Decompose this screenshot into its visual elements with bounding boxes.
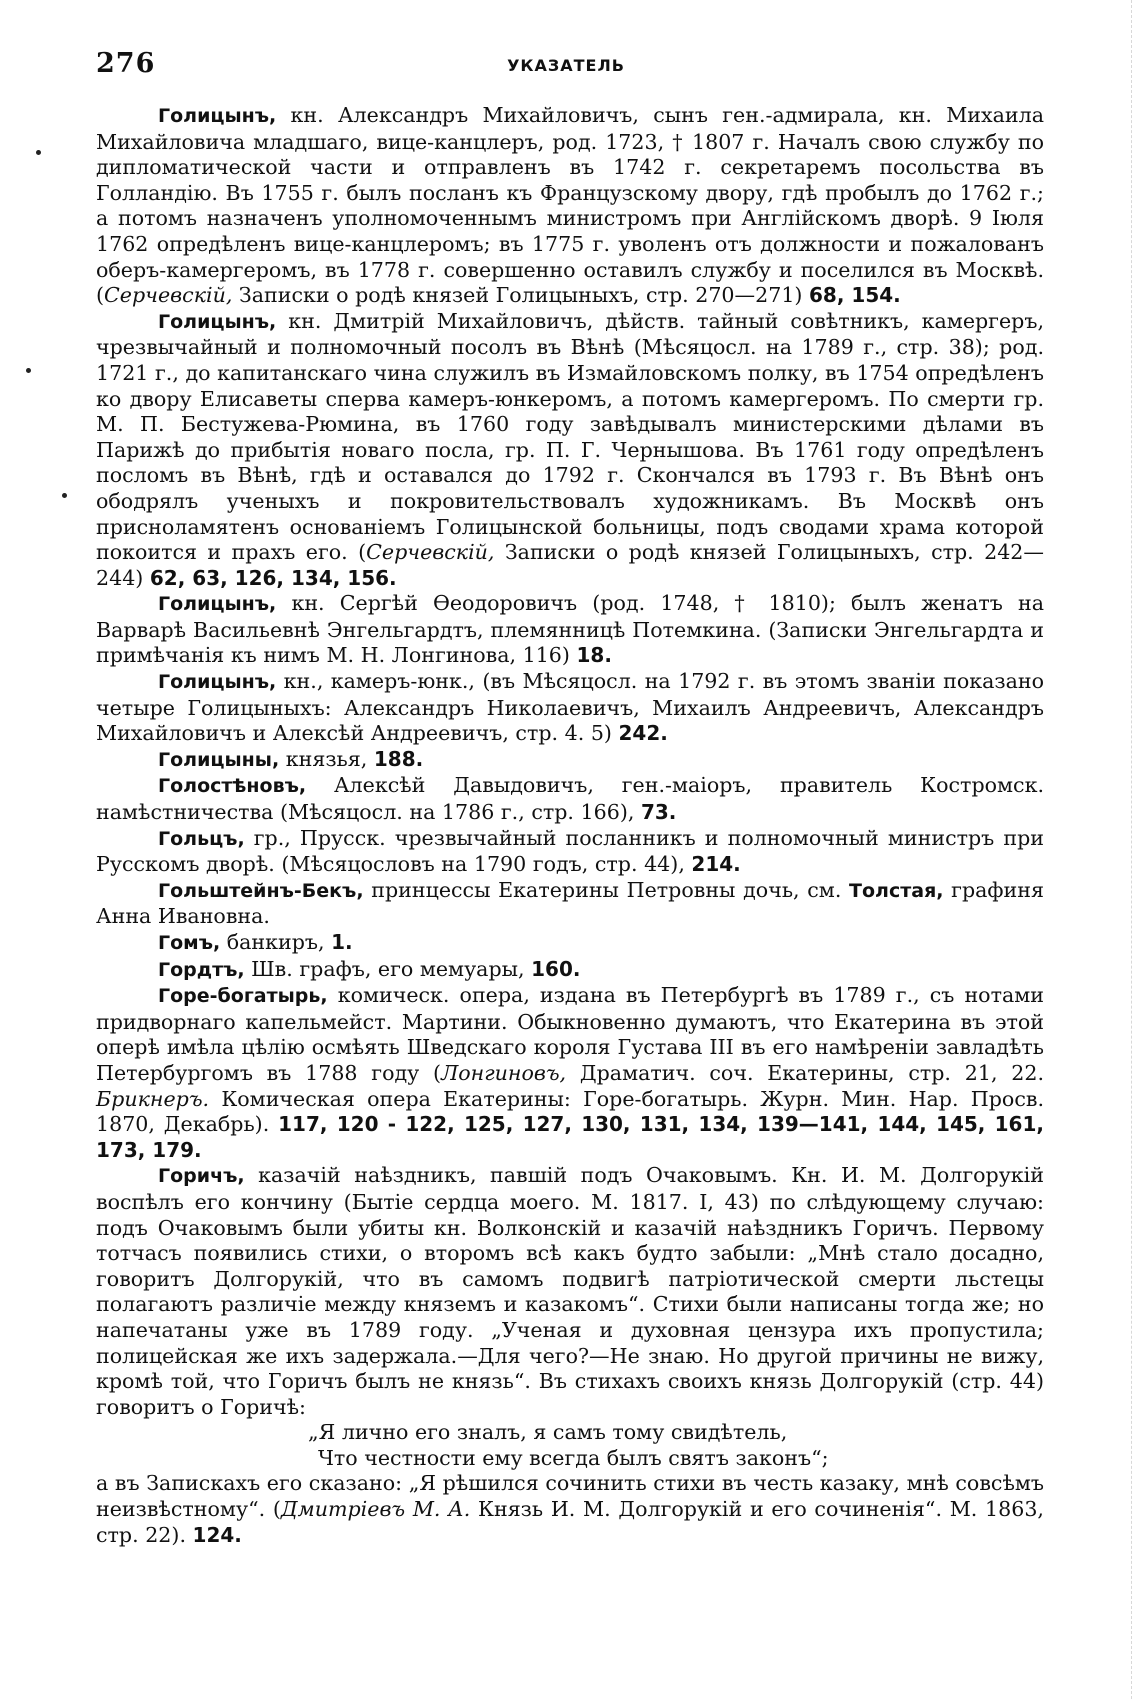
entry-text: кн. Сергѣй Ѳеодоровичъ (род. 1748, † 1810); былъ женатъ на Варварѣ Васильевнѣ Энгельгардтъ, племянницѣ Потемкина. (Записки Энгельгардта и примѣчанія къ нимъ М. Н. Лонгинова, 116) — [96, 591, 1044, 668]
entry-headword: Горичъ, — [158, 1165, 245, 1188]
entry-headword: Голицыны, — [158, 748, 280, 771]
index-entry — [96, 747, 1044, 774]
index-entry — [96, 983, 1044, 1163]
entry-page-refs: 73. — [640, 800, 677, 825]
entry-source: Лонгиновъ, — [441, 1060, 567, 1085]
entry-text: Комическая опера Екатерины: Горе-богатырь. Журн. Мин. Нар. Просв. 1870, Декабрь). — [96, 1086, 1044, 1137]
margin-dot — [26, 368, 31, 373]
index-entry — [96, 309, 1044, 592]
entry-source: Дмитріевъ М. А. — [280, 1497, 471, 1522]
index-content — [96, 103, 1044, 1548]
index-entry — [96, 826, 1044, 878]
entry-page-refs: 124. — [192, 1522, 242, 1547]
entry-page-refs: 188. — [373, 746, 424, 771]
margin-dot — [62, 493, 67, 498]
entry-text: кн. Дмитрій Михайловичъ, дѣйств. тайный совѣтникъ, камергеръ, чрезвычайный и полномочный посолъ въ Вѣнѣ (Мѣсяцосл. на 1789 г., стр. 38); род. 1721 г., до капитанскаго чина служилъ въ Измайловскомъ полку, въ 1754 опредѣленъ ко двору Елисаветы сперва камеръ-юнкеромъ, а потомъ камергеромъ. По смерти гр. М. П. Бестужева-Рюмина, въ 1760 году завѣдывалъ министерскими дѣлами въ Парижѣ до прибытія новаго посла, гр. П. Г. Чернышова. Въ 1761 году опредѣленъ посломъ въ Вѣнѣ, гдѣ и оставался до 1792 г. Скончался въ 1793 г. Въ Вѣнѣ онъ ободрялъ ученыхъ и покровительствовалъ художникамъ. Въ Москвѣ онъ присноламятенъ основаніемъ Голицынской больницы, подъ сводами храма которой покоится и прахъ его. ( — [96, 308, 1044, 565]
verse-line: „Я лично его зналъ, я самъ тому свидѣтель, — [308, 1420, 788, 1445]
entry-page-refs: 62, 63, 126, 134, 156. — [149, 565, 397, 590]
entry-text: Алексѣй Давыдовичъ, ген.-маіоръ, правитель Костромск. намѣстничества (Мѣсяцосл. на 1786 г., стр. 166), — [96, 773, 1044, 825]
entry-text: кн., камеръ-юнк., (въ Мѣсяцосл. на 1792 г. въ этомъ званіи показано четыре Голицыныхъ: Александръ Николаевичъ, Михаилъ Андреевичъ, Александръ Михайловичъ и Алексѣй Андреевичъ, стр. 4. 5) — [96, 669, 1044, 746]
entry-text: а въ Запискахъ его сказано: „Я рѣшился сочинить стихи въ честь казаку, мнѣ совсѣмъ неизвѣстному“. ( — [96, 1471, 1044, 1522]
index-entry — [96, 930, 1044, 957]
entry-headword: Голицынъ, — [158, 105, 277, 127]
index-entry — [96, 669, 1044, 747]
margin-dot — [36, 150, 41, 155]
entry-text: банкиръ, — [220, 930, 332, 954]
entry-text: Записки о родѣ князей Голицыныхъ, стр. 270—271) — [232, 283, 810, 308]
verse-line: Что честности ему всегда былъ святъ законъ“; — [318, 1445, 829, 1470]
running-head: УКАЗАТЕЛЬ — [507, 56, 625, 75]
entry-source: Брикнеръ. — [96, 1086, 210, 1111]
entry-source: Серчевскій, — [366, 540, 495, 565]
entry-page-refs: 18. — [576, 643, 612, 668]
entry-page-refs: 214. — [691, 852, 741, 877]
entry-text: казачій наѣздникъ, павшій подъ Очаковымъ. Кн. И. М. Долгорукій воспѣлъ его кончину (Бытіе сердца моего. М. 1817. I, 43) по слѣдующему случаю: подъ Очаковымъ были убиты кн. Волконскій и казачій наѣздникъ Горичъ. Первому тотчасъ появились стихи, о второмъ всѣ какъ будто забыли: „Мнѣ стало досадно, говоритъ Долгорукій, что въ самомъ подвигѣ патріотической смерти льстецы полагаютъ различіе между княземъ и казакомъ“. Стихи были написаны тогда же; но напечатаны уже въ 1789 году. „Ученая и духовная цензура ихъ пропустила; полицейская же ихъ задержала.—Для чего?—Не знаю. Но другой причины не вижу, кромѣ той, что Горичъ былъ не князь“. Въ стихахъ своихъ князь Долгорукій (стр. 44) говоритъ о Горичѣ: — [96, 1163, 1044, 1419]
entry-headword: Гомъ, — [158, 932, 221, 954]
entry-cross-reference: Толстая, — [849, 879, 944, 902]
index-entry — [96, 591, 1044, 669]
entry-text: гр., Прусск. чрезвычайный посланникъ и полномочный министръ при Русскомъ дворѣ. (Мѣсяцословъ на 1790 годъ, стр. 44), — [96, 825, 1044, 877]
entry-headword: Голостѣновъ, — [158, 775, 307, 798]
entry-headword: Голицынъ, — [158, 310, 277, 333]
entry-text: принцессы Екатерины Петровны дочь, см. — [363, 877, 850, 902]
index-entry — [96, 773, 1044, 825]
entry-text: Записки о родѣ князей Голицыныхъ, стр. 242—244) — [96, 540, 1044, 590]
page-number: 276 — [96, 48, 156, 79]
index-entry — [96, 957, 1044, 984]
entry-source: Серчевскій, — [104, 283, 233, 308]
entry-headword: Горе-богатырь, — [158, 985, 328, 1008]
entry-text: комическ. опера, издана въ Петербургѣ въ 1789 г., съ нотами придворнаго капельмейст. Мартини. Обыкновенно думаютъ, что Екатерина въ этой оперѣ имѣла цѣлію осмѣять Шведскаго короля Густава III въ его намѣреніи завладѣть Петербургомъ въ 1788 году ( — [96, 983, 1044, 1085]
entry-text: Драматич. соч. Екатерины, стр. 21, 22. — [566, 1060, 1044, 1085]
entry-page-refs: 68, 154. — [809, 283, 901, 308]
entry-headword: Гольцъ, — [158, 827, 245, 850]
page-edge — [1130, 0, 1132, 1699]
index-entry — [96, 1163, 1044, 1420]
entry-page-refs: 160. — [531, 956, 581, 981]
entry-text: кн. Александръ Михайловичъ, сынъ ген.-адмирала, кн. Михаила Михайловича младшаго, вице-канцлеръ, род. 1723, † 1807 г. Началъ свою службу по дипломатической части и отправленъ въ 1742 г. секретаремъ посольства въ Голландію. Въ 1755 г. былъ посланъ къ Французскому двору, гдѣ пробылъ до 1762 г.; а потомъ назначенъ уполномоченнымъ министромъ при Англійскомъ дворѣ. 9 Іюля 1762 опредѣленъ вице-канцлеромъ; въ 1775 г. уволенъ отъ должности и пожалованъ оберъ-камергеромъ, въ 1778 г. совершенно оставилъ службу и поселился въ Москвѣ. ( — [96, 103, 1044, 308]
entry-page-refs: 242. — [618, 721, 668, 746]
entry-page-refs: 117, 120 - 122, 125, 127, 130, 131, 134, 139—141, 144, 145, 161, 173, 179. — [96, 1112, 1044, 1162]
entry-text: графиня Анна Ивановна. — [96, 877, 1044, 929]
entry-headword: Голицынъ, — [158, 671, 277, 694]
entry-continuation — [96, 1471, 1044, 1548]
entry-text: Шв. графъ, его мемуары, — [244, 956, 532, 981]
index-entry — [96, 103, 1044, 309]
entry-text: князья, — [279, 746, 374, 771]
entry-headword: Голицынъ, — [158, 593, 277, 616]
entry-page-refs: 1. — [331, 930, 353, 954]
page-header — [96, 48, 1036, 88]
entry-headword: Гордтъ, — [158, 958, 245, 981]
entry-headword: Гольштейнъ-Бекъ, — [158, 879, 364, 902]
entry-text: Князь И. М. Долгорукій и его сочиненія“. М. 1863, стр. 22). — [96, 1497, 1044, 1547]
index-entry — [96, 878, 1044, 930]
